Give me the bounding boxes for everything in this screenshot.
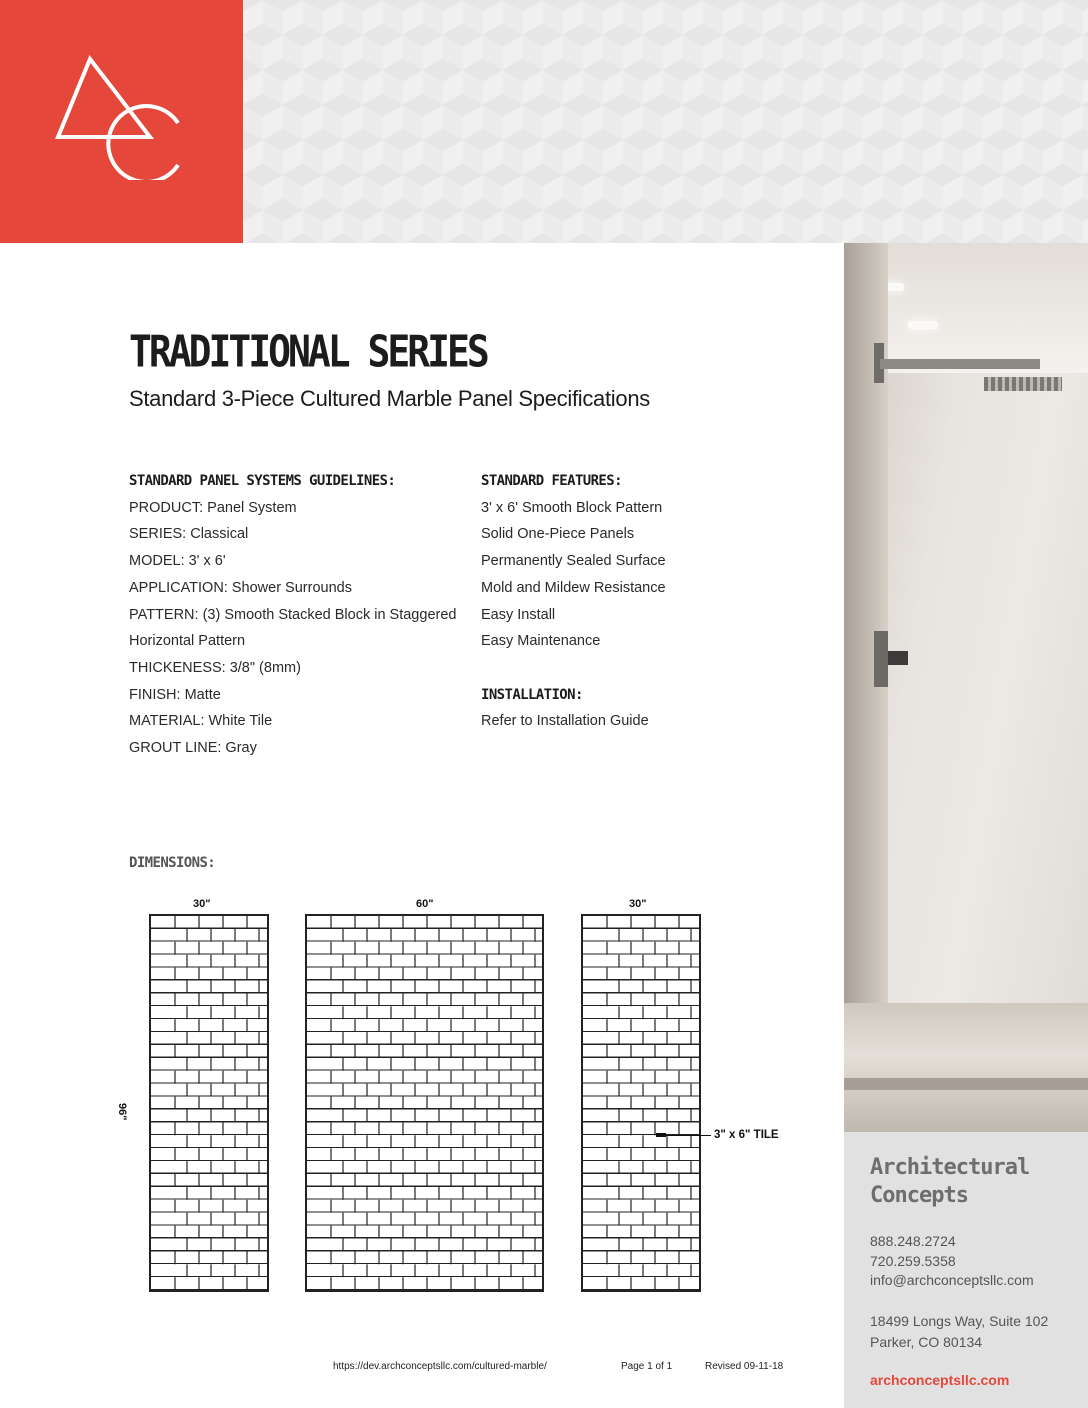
footer-revised-date: Revised 09-11-18: [705, 1361, 784, 1372]
shower-photo: [844, 243, 1088, 1132]
footer-url[interactable]: https://dev.archconceptsllc.com/cultured-marble/: [333, 1361, 547, 1372]
company-name-line2: Concepts: [870, 1183, 968, 1208]
guideline-line: GROUT LINE: Gray: [129, 740, 257, 757]
installation-heading: INSTALLATION:: [481, 686, 583, 703]
header-pattern-band: [243, 0, 1088, 243]
guideline-line: PRODUCT: Panel System: [129, 499, 297, 516]
panel-right-drawing: [581, 914, 701, 1292]
guideline-line: MODEL: 3' x 6': [129, 553, 226, 570]
tile-pattern-center: [307, 916, 542, 1290]
panel-height-label: 96": [116, 1103, 128, 1121]
panel-width-left: 30": [193, 898, 211, 910]
contact-panel: [844, 1132, 1088, 1408]
feature-line: Mold and Mildew Resistance: [481, 579, 666, 596]
guideline-line: Horizontal Pattern: [129, 633, 246, 650]
ac-logo-icon: [50, 55, 190, 180]
company-name: [870, 1154, 1088, 1210]
footer-page-number: Page 1 of 1: [621, 1361, 673, 1372]
feature-line: 3' x 6' Smooth Block Pattern: [481, 499, 663, 516]
tile-pattern-left: [151, 916, 267, 1290]
feature-line: Permanently Sealed Surface: [481, 553, 666, 570]
address-line1: 18499 Longs Way, Suite 102: [870, 1312, 1049, 1329]
panel-width-center: 60": [416, 898, 434, 910]
page-title: TRADITIONAL SERIES: [129, 326, 487, 377]
dimensions-heading: DIMENSIONS:: [129, 855, 216, 871]
features-heading: STANDARD FEATURES:: [481, 473, 622, 489]
feature-line: Solid One-Piece Panels: [481, 526, 635, 543]
guidelines-section: [129, 468, 456, 762]
feature-line: Easy Install: [481, 606, 556, 623]
guidelines-heading: STANDARD PANEL SYSTEMS GUIDELINES:: [129, 473, 396, 489]
installation-line[interactable]: Refer to Installation Guide: [481, 713, 649, 730]
panel-left-drawing: [149, 914, 269, 1292]
guideline-line: FINISH: Matte: [129, 686, 221, 703]
phone-primary[interactable]: 888.248.2724: [870, 1233, 956, 1249]
logo: [0, 0, 243, 243]
website-link[interactable]: archconceptsllc.com: [870, 1372, 1010, 1388]
feature-line: Easy Maintenance: [481, 633, 601, 650]
page-subtitle: Standard 3-Piece Cultured Marble Panel Specifications: [129, 386, 650, 411]
tile-size-note: 3" x 6" TILE: [714, 1129, 779, 1141]
guideline-line: MATERIAL: White Tile: [129, 713, 273, 730]
tile-leader-mark: [656, 1133, 666, 1137]
email-link[interactable]: info@archconceptsllc.com: [870, 1272, 1034, 1288]
guideline-line: SERIES: Classical: [129, 526, 249, 543]
panel-width-right: 30": [629, 898, 647, 910]
guideline-line: PATTERN: (3) Smooth Stacked Block in Staggered: [129, 606, 457, 623]
address-line2: Parker, CO 80134: [870, 1333, 983, 1350]
tile-pattern-right: [583, 916, 699, 1290]
guideline-line: THICKENESS: 3/8" (8mm): [129, 659, 301, 676]
company-name-line1: Architectural: [870, 1155, 1030, 1180]
panel-center-drawing: [305, 914, 544, 1292]
features-section: [481, 468, 666, 735]
guideline-line: APPLICATION: Shower Surrounds: [129, 579, 352, 596]
phone-secondary[interactable]: 720.259.5358: [870, 1252, 956, 1269]
